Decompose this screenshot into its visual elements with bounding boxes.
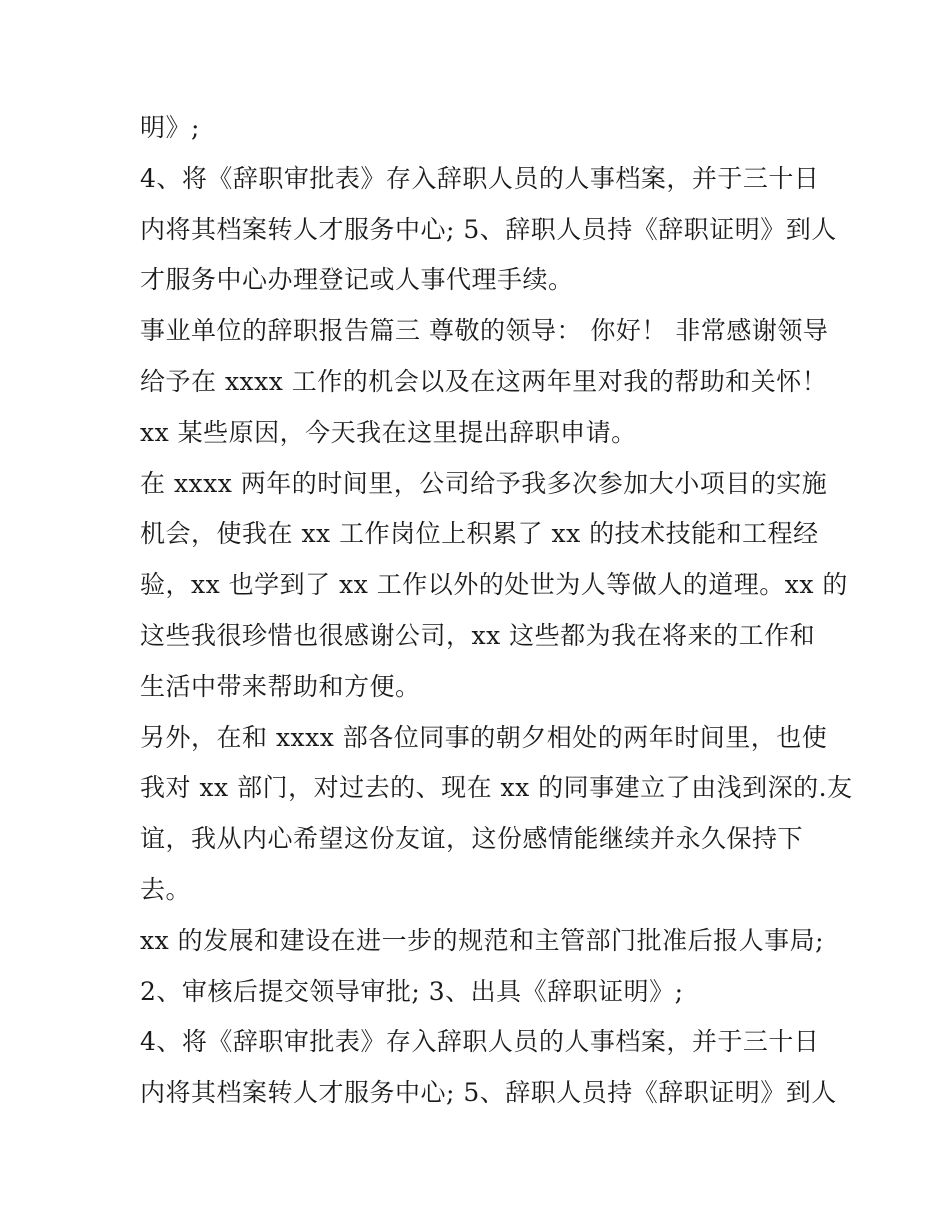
text-line-17: xx 的发展和建设在进一步的规范和主管部门批准后报人事局;: [140, 925, 825, 955]
text-line-19: 4、将《辞职审批表》存入辞职人员的人事档案，并于三十日: [140, 1027, 820, 1057]
text-line-4: 才服务中心办理登记或人事代理手续。: [140, 265, 574, 295]
text-line-1: 明》;: [140, 113, 200, 142]
text-line-14: 我对 xx 部门，对过去的、现在 xx 的同事建立了由浅到深的.友: [140, 773, 853, 803]
text-line-6: 给予在 xxxx 工作的机会以及在这两年里对我的帮助和关怀！: [140, 366, 828, 396]
text-line-3: 内将其档案转人才服务中心; 5、辞职人员持《辞职证明》到人: [140, 214, 837, 244]
text-line-12: 生活中带来帮助和方便。: [140, 671, 421, 701]
text-line-16: 去。: [140, 874, 192, 904]
text-line-18: 2、审核后提交领导审批; 3、出具《辞职证明》;: [140, 976, 684, 1006]
text-line-9: 机会，使我在 xx 工作岗位上积累了 xx 的技术技能和工程经: [140, 519, 819, 549]
text-line-5: 事业单位的辞职报告篇三 尊敬的领导： 你好！ 非常感谢领导: [140, 316, 829, 346]
text-line-10: 验，xx 也学到了 xx 工作以外的处世为人等做人的道理。xx 的: [140, 570, 848, 600]
text-line-2: 4、将《辞职审批表》存入辞职人员的人事档案，并于三十日: [140, 163, 820, 193]
text-line-11: 这些我很珍惜也很感谢公司，xx 这些都为我在将来的工作和: [140, 620, 816, 650]
document-body: [140, 103, 853, 1119]
text-line-20: 内将其档案转人才服务中心; 5、辞职人员持《辞职证明》到人: [140, 1078, 837, 1108]
text-line-13: 另外，在和 xxxx 部各位同事的朝夕相处的两年时间里，也使: [140, 722, 828, 752]
text-line-7: xx 某些原因，今天我在这里提出辞职申请。: [140, 417, 637, 447]
text-line-15: 谊，我从内心希望这份友谊，这份感情能继续并永久保持下: [140, 824, 804, 854]
text-line-8: 在 xxxx 两年的时间里，公司给予我多次参加大小项目的实施: [140, 468, 828, 498]
